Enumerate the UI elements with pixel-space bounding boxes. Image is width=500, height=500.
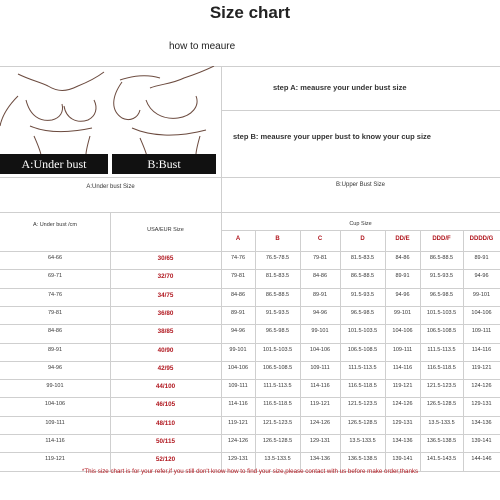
usa-eur-size-cell: 38/85 <box>157 328 174 336</box>
cup-size-cell: 99-101 <box>472 291 491 298</box>
cup-size-cell: 104-106 <box>227 364 249 371</box>
col-header-usa-eur: USA/EUR Size <box>147 227 184 233</box>
grid-line <box>420 230 421 471</box>
grid-line <box>0 212 500 213</box>
cup-size-cell: 91.5-93.5 <box>350 291 375 298</box>
grid-line <box>463 230 464 471</box>
grid-line <box>221 177 222 471</box>
usa-eur-size-cell: 52/120 <box>155 456 176 464</box>
divider <box>221 110 500 111</box>
cup-size-cell: 99-101 <box>311 328 329 335</box>
grid-line <box>0 416 500 417</box>
under-bust-cell: 79-81 <box>47 309 63 316</box>
cup-size-cell: 84-86 <box>312 273 328 280</box>
cup-size-cell: 104-106 <box>309 346 331 353</box>
grid-line <box>0 452 500 453</box>
upper-bust-group-header: B:Upper Bust Size <box>335 182 386 188</box>
cup-size-cell: 104-106 <box>471 309 492 316</box>
cup-size-cell: 119-121 <box>310 401 330 408</box>
cup-size-cell: 114-116 <box>228 401 248 408</box>
cup-size-cell: 119-121 <box>228 419 248 426</box>
cup-size-cell: 99-101 <box>393 309 412 316</box>
cup-size-cell: 134-136 <box>392 438 413 444</box>
cup-size-cell: 116.5-118.5 <box>348 383 377 390</box>
cup-size-cell: 79-81 <box>312 255 328 261</box>
usa-eur-size-cell: 46/105 <box>155 401 176 409</box>
usa-eur-size-cell: 42/95 <box>157 364 174 372</box>
cup-size-cell: 121.5-123.5 <box>426 383 457 390</box>
cup-size-cell: 136.5-138.5 <box>347 456 378 463</box>
cup-size-cell: 121.5-123.5 <box>347 401 378 408</box>
under-bust-group-header: A:Under bust Size <box>86 184 135 190</box>
usa-eur-size-cell: 48/110 <box>156 419 175 427</box>
cup-size-cell: 111.5-113.5 <box>263 383 292 390</box>
grid-line <box>340 230 341 471</box>
cup-size-cell: 129-131 <box>309 438 331 444</box>
cup-size-cell: 86.5-88.5 <box>429 255 454 261</box>
cup-size-cell: 94-96 <box>474 273 489 280</box>
cup-size-cell: 109-111 <box>310 364 330 371</box>
cup-size-cell: 96.5-98.5 <box>265 328 290 335</box>
cup-header: DD/E <box>395 236 410 242</box>
cup-size-cell: 99-101 <box>229 346 247 353</box>
grid-line <box>0 397 500 398</box>
cup-size-cell: 111.5-113.5 <box>427 346 456 353</box>
cup-size-cell: 141.5-143.5 <box>426 456 457 463</box>
cup-size-cell: 124-126 <box>227 438 249 444</box>
cup-size-cell: 94-96 <box>312 309 328 316</box>
caption-bust: B:Bust <box>112 154 216 174</box>
cup-size-cell: 86.5-88.5 <box>350 273 375 280</box>
grid-line <box>0 288 500 289</box>
cup-size-cell: 101.5-103.5 <box>262 346 293 353</box>
under-bust-cell: 99-101 <box>46 383 64 390</box>
cup-size-cell: 79-81 <box>230 273 246 280</box>
grid-line <box>110 212 111 471</box>
cup-header: B <box>275 236 280 242</box>
cup-size-cell: 129-131 <box>227 456 249 463</box>
grid-line <box>0 379 500 380</box>
cup-size-cell: 86.5-88.5 <box>265 291 290 298</box>
col-header-under-bust: A: Under bust /cm <box>32 222 78 228</box>
cup-size-cell: 81.5-83.5 <box>265 273 290 280</box>
cup-size-cell: 13.5-133.5 <box>428 419 455 426</box>
cup-size-cell: 13.5-133.5 <box>264 456 291 463</box>
usa-eur-size-cell: 30/65 <box>157 255 174 262</box>
cup-size-cell: 109-111 <box>471 328 492 335</box>
cup-size-cell: 94-96 <box>395 291 410 298</box>
cup-size-cell: 129-131 <box>471 401 492 408</box>
cup-size-cell: 89-91 <box>312 291 328 298</box>
cup-size-cell: 134-136 <box>471 419 492 426</box>
cup-size-cell: 114-116 <box>392 364 413 371</box>
usa-eur-size-cell: 32/70 <box>157 273 174 281</box>
cup-size-cell: 126.5-128.5 <box>347 419 378 426</box>
under-bust-cell: 64-66 <box>47 255 63 261</box>
grid-line <box>221 230 500 231</box>
cup-header: C <box>317 236 323 242</box>
grid-line <box>385 230 386 471</box>
cup-size-cell: 84-86 <box>230 291 246 298</box>
cup-size-cell: 109-111 <box>392 346 413 353</box>
cup-size-cell: 129-131 <box>392 419 413 426</box>
cup-size-cell: 114-116 <box>310 383 330 390</box>
footnote: *This size chart is for your refer,if you still don't know how to find your size,please contact with us before make order,thanks <box>81 468 419 475</box>
usa-eur-size-cell: 34/75 <box>157 291 174 299</box>
usa-eur-size-cell: 44/100 <box>155 383 176 391</box>
under-bust-cell: 109-111 <box>45 419 65 426</box>
cup-size-cell: 96.5-98.5 <box>429 291 454 298</box>
cup-size-cell: 139-141 <box>471 438 492 444</box>
under-bust-cell: 119-121 <box>45 456 65 463</box>
cup-size-cell: 91.5-93.5 <box>265 309 290 316</box>
cup-size-cell: 116.5-118.5 <box>427 364 456 371</box>
cup-size-cell: 124-126 <box>392 401 413 408</box>
grid-line <box>0 269 500 270</box>
cup-header: A <box>235 236 241 242</box>
step-a-text: step A: meausre your under bust size <box>273 83 407 92</box>
cup-header: DDDD/G <box>469 236 494 242</box>
cup-size-cell: 109-111 <box>228 383 248 390</box>
cup-size-cell: 91.5-93.5 <box>429 273 454 280</box>
cup-size-cell: 104-106 <box>392 328 413 335</box>
under-bust-cell: 89-91 <box>47 346 63 353</box>
cup-size-cell: 119-121 <box>392 383 413 390</box>
under-bust-cell: 84-86 <box>47 328 63 335</box>
cup-size-cell: 101.5-103.5 <box>347 328 378 335</box>
cup-size-cell: 116.5-118.5 <box>263 401 292 408</box>
cup-size-cell: 134-136 <box>309 456 331 463</box>
cup-size-cell: 81.5-83.5 <box>350 255 375 261</box>
cup-size-cell: 74-76 <box>230 255 246 261</box>
grid-line <box>0 361 500 362</box>
grid-line <box>0 324 500 325</box>
cup-size-cell: 114-116 <box>471 346 492 353</box>
cup-size-cell: 126.5-128.5 <box>262 438 293 444</box>
cup-header: D <box>360 236 365 242</box>
under-bust-cell: 104-106 <box>44 401 66 408</box>
cup-size-cell: 139-141 <box>392 456 413 463</box>
cup-size-cell: 84-86 <box>395 255 410 261</box>
step-b-text: step B: meausre your upper bust to know your cup size <box>233 132 431 141</box>
page-subtitle: how to meaure <box>169 41 236 52</box>
grid-line <box>0 177 500 178</box>
cup-size-cell: 89-91 <box>230 309 246 316</box>
cup-size-cell: 96.5-98.5 <box>350 309 375 316</box>
cup-header: DDD/F <box>432 236 451 242</box>
cup-size-cell: 111.5-113.5 <box>348 364 377 371</box>
divider <box>221 66 222 177</box>
usa-eur-size-cell: 36/80 <box>157 309 174 317</box>
under-bust-cell: 114-116 <box>45 438 65 444</box>
under-bust-cell: 94-96 <box>47 364 63 371</box>
cup-size-cell: 94-96 <box>230 328 246 335</box>
cup-size-cell: 89-91 <box>395 273 410 280</box>
cup-size-cell: 106.5-108.5 <box>426 328 457 335</box>
cup-size-cell: 126.5-128.5 <box>426 401 457 408</box>
cup-size-cell: 124-126 <box>471 383 492 390</box>
cup-size-cell: 106.5-108.5 <box>347 346 378 353</box>
grid-line <box>0 434 500 435</box>
grid-line <box>300 230 301 471</box>
cup-size-cell: 76.5-78.5 <box>265 255 290 261</box>
cup-size-cell: 136.5-138.5 <box>426 438 457 444</box>
cup-size-cell: 101.5-103.5 <box>426 309 457 316</box>
cup-size-cell: 119-121 <box>471 364 492 371</box>
cup-size-cell: 124-126 <box>309 419 331 426</box>
grid-line <box>0 306 500 307</box>
usa-eur-size-cell: 50/115 <box>156 438 175 445</box>
usa-eur-size-cell: 40/90 <box>157 346 174 354</box>
grid-line <box>0 343 500 344</box>
under-bust-cell: 69-71 <box>47 273 63 280</box>
caption-under-bust: A:Under bust <box>0 154 108 174</box>
under-bust-cell: 74-76 <box>47 291 63 298</box>
cup-size-cell: 13.5-133.5 <box>349 438 376 444</box>
cup-size-cell: 89-91 <box>474 255 489 261</box>
grid-line <box>0 251 500 252</box>
col-header-cup-size: Cup Size <box>349 221 372 227</box>
cup-size-cell: 121.5-123.5 <box>262 419 293 426</box>
grid-line <box>255 230 256 471</box>
cup-size-cell: 106.5-108.5 <box>262 364 293 371</box>
page-title: Size chart <box>209 3 291 22</box>
cup-size-cell: 144-146 <box>471 456 492 463</box>
